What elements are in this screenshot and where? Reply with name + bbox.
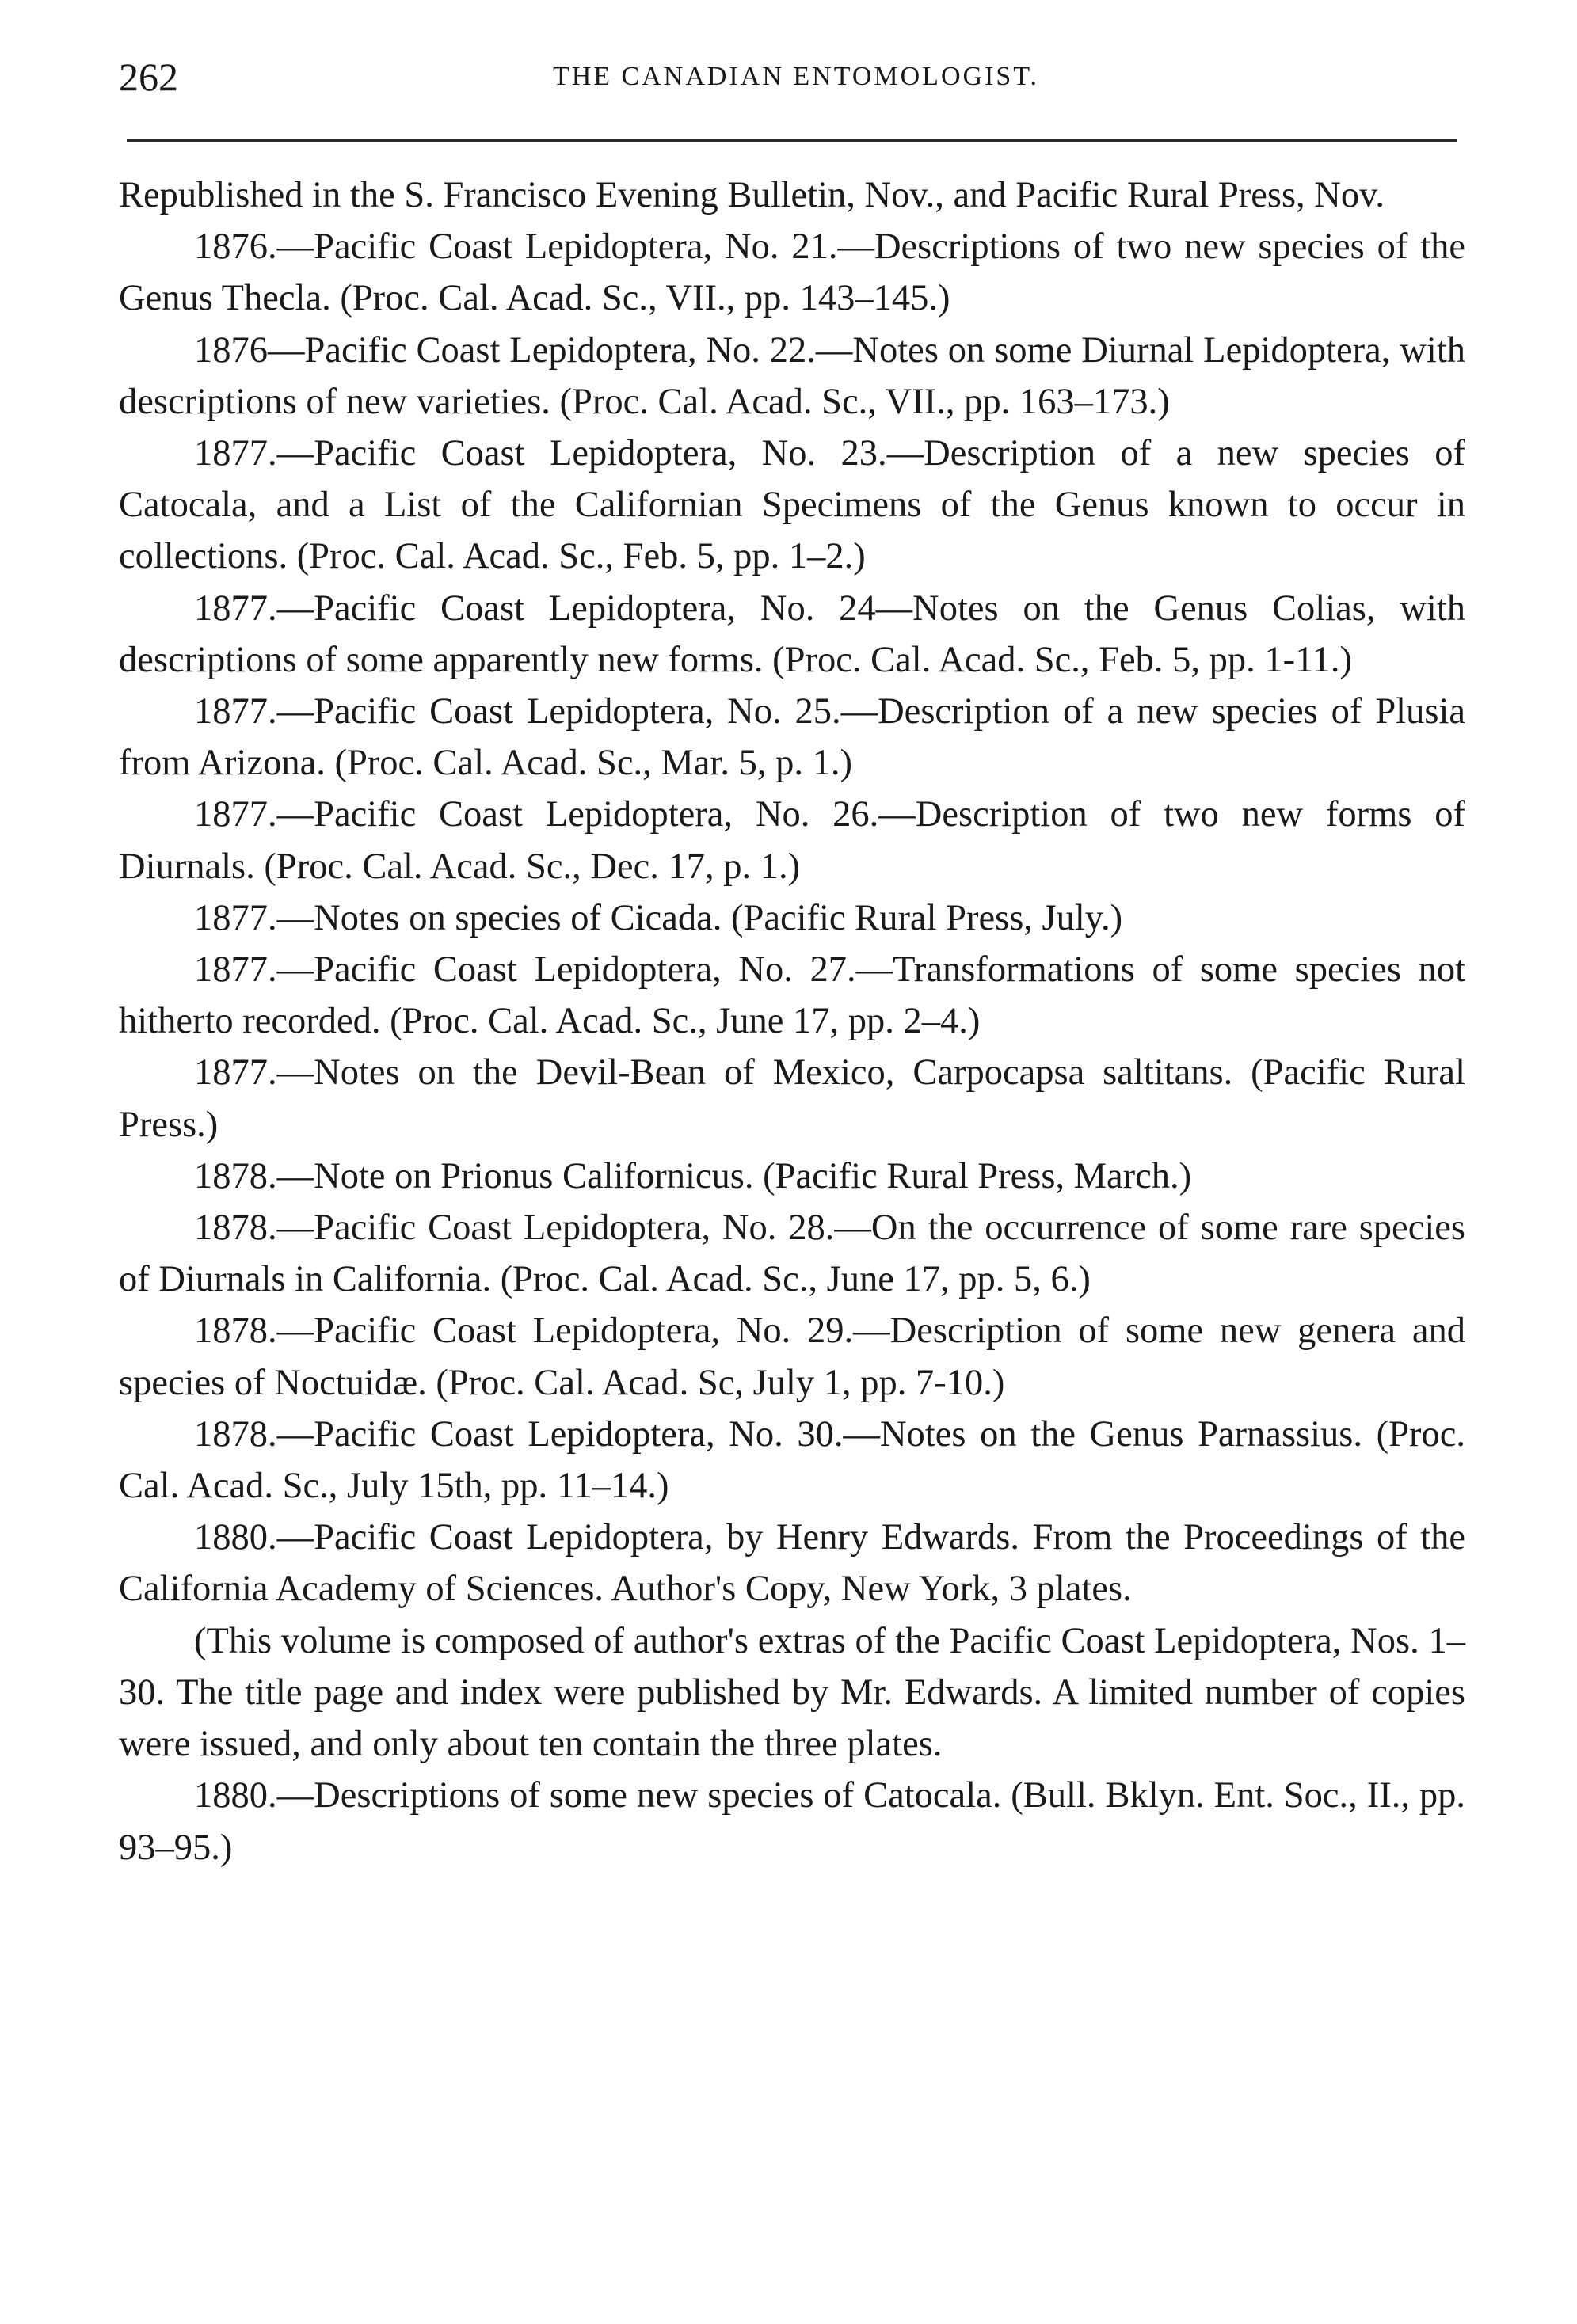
page-number: 262 [119, 55, 178, 99]
bibliography-entry: 1876—Pacific Coast Lepidoptera, No. 22.—Notes on some Diurnal Lepidoptera, with descriptions of new varieties. (Proc. Cal. Acad. Sc., VII., pp. 163–173.) [119, 329, 1465, 422]
header-rule [127, 139, 1457, 142]
bibliography-entry: 1880.—Descriptions of some new species of Catocala. (Bull. Bklyn. Ent. Soc., II., pp. 93–95.) [119, 1775, 1465, 1868]
bibliography-entry: 1877.—Pacific Coast Lepidoptera, No. 27.—Transformations of some species not hitherto recorded. (Proc. Cal. Acad. Sc., June 17, pp. 2–4.) [119, 949, 1465, 1042]
bibliography-entry: 1880.—Pacific Coast Lepidoptera, by Henry Edwards. From the Proceedings of the California Academy of Sciences. Author's Copy, New York, 3 plates. [119, 1517, 1465, 1610]
bibliography-entry: Republished in the S. Francisco Evening Bulletin, Nov., and Pacific Rural Press, Nov. [119, 175, 1385, 215]
bibliography-entry: 1877.—Pacific Coast Lepidoptera, No. 26.—Description of two new forms of Diurnals. (Proc. Cal. Acad. Sc., Dec. 17, p. 1.) [119, 794, 1465, 887]
bibliography-entry: 1878.—Pacific Coast Lepidoptera, No. 28.—On the occurrence of some rare species of Diurnals in California. (Proc. Cal. Acad. Sc., June 17, pp. 5, 6.) [119, 1208, 1465, 1300]
bibliography-entry: 1876.—Pacific Coast Lepidoptera, No. 21.—Descriptions of two new species of the Genus Thecla. (Proc. Cal. Acad. Sc., VII., pp. 143–145.) [119, 226, 1465, 319]
bibliography-entry: 1877.—Pacific Coast Lepidoptera, No. 25.—Description of a new species of Plusia from Arizona. (Proc. Cal. Acad. Sc., Mar. 5, p. 1.) [119, 691, 1465, 784]
bibliography-text [119, 169, 1465, 1873]
bibliography-entry: 1877.—Pacific Coast Lepidoptera, No. 24—Notes on the Genus Colias, with descriptions of some apparently new forms. (Proc. Cal. Acad. Sc., Feb. 5, pp. 1-11.) [119, 588, 1465, 680]
bibliography-entry: 1878.—Pacific Coast Lepidoptera, No. 30.—Notes on the Genus Parnassius. (Proc. Cal. Acad. Sc., July 15th, pp. 11–14.) [119, 1413, 1465, 1507]
bibliography-entry: 1877.—Notes on species of Cicada. (Pacific Rural Press, July.) [194, 897, 1123, 938]
running-head: THE CANADIAN ENTOMOLOGIST. [552, 62, 1040, 91]
bibliography-entry: 1878.—Note on Prionus Californicus. (Pacific Rural Press, March.) [194, 1155, 1192, 1196]
bibliography-entry: 1877.—Notes on the Devil-Bean of Mexico, Carpocapsa saltitans. (Pacific Rural Press.) [119, 1052, 1465, 1145]
bibliography-entry: (This volume is composed of author's extras of the Pacific Coast Lepidoptera, Nos. 1–30. The title page and index were published by Mr. Edwards. A limited number of copies were issued, and only about ten contain the three plates. [119, 1620, 1465, 1765]
bibliography-entry: 1878.—Pacific Coast Lepidoptera, No. 29.—Description of some new genera and species of Noctuidæ. (Proc. Cal. Acad. Sc, July 1, pp. 7-10.) [119, 1310, 1465, 1403]
page-header [119, 49, 1473, 105]
bibliography-entry: 1877.—Pacific Coast Lepidoptera, No. 23.—Description of a new species of Catocala, and a List of the Californian Specimens of the Genus known to occur in collections. (Proc. Cal. Acad. Sc., Feb. 5, pp. 1–2.) [119, 433, 1465, 577]
